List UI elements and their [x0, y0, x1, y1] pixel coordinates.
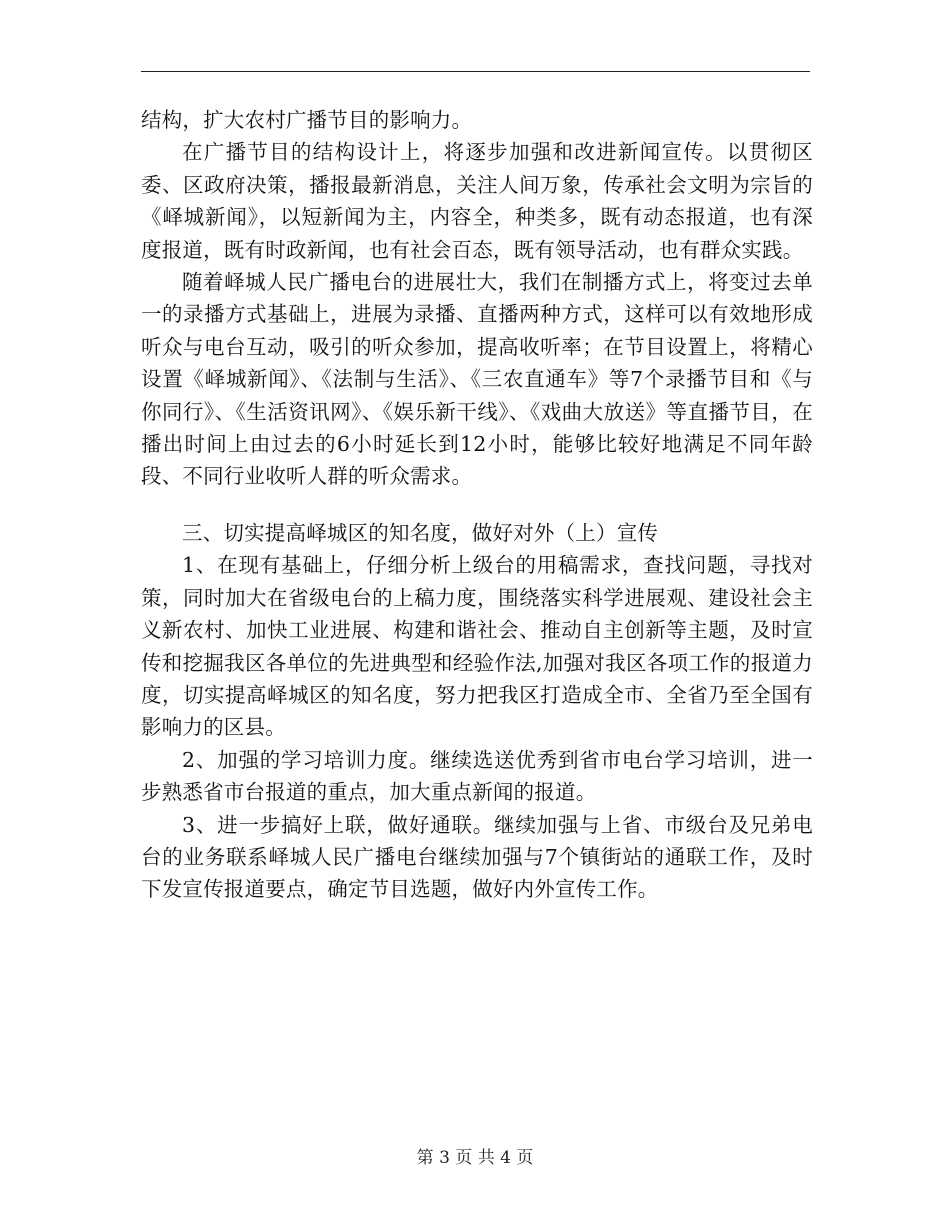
paragraph-broadcast-methods: 随着峄城人民广播电台的进展壮大，我们在制播方式上，将变过去单一的录播方式基础上，进展为录播、直播两种方式，这样可以有效地形成听众与电台互动，吸引的听众参加，提高收听率；在节目设置上，将精心设置《峄城新闻》、《法制与生活》、《三农直通车》等7个录播节目和《与你同行》、《生活资讯网》、《娱乐新干线》、《戏曲大放送》等直播节目，在播出时间上由过去的6小时延长到12小时，能够比较好地满足不同年龄段、不同行业收听人群的听众需求。	[141, 270, 813, 489]
paragraph-program-structure: 在广播节目的结构设计上，将逐步加强和改进新闻宣传。以贯彻区委、区政府决策，播报最新消息，关注人间万象，传承社会文明为宗旨的《峄城新闻》，以短新闻为主，内容全，种类多，既有动态报道，也有深度报道，既有时政新闻，也有社会百态，既有领导活动，也有群众实践。	[141, 140, 813, 262]
section-paragraph-1: 1、在现有基础上，仔细分析上级台的用稿需求，查找问题，寻找对策，同时加大在省级电台的上稿力度，围绕落实科学进展观、建设社会主义新农村、加快工业进展、构建和谐社会、推动自主创新等主题，及时宣传和挖掘我区各单位的先进典型和经验作法,加强对我区各项工作的报道力度，切实提高峄城区的知名度，努力把我区打造成全市、全省乃至全国有影响力的区县。	[141, 553, 813, 740]
paragraph-continuation: 结构，扩大农村广播节目的影响力。	[141, 108, 473, 132]
page-footer	[0, 1147, 950, 1169]
section-paragraph-2: 2、加强的学习培训力度。继续选送优秀到省市电台学习培训，进一步熟悉省市台报道的重点，加大重点新闻的报道。	[141, 747, 813, 805]
section-heading: 三、切实提高峄城区的知名度，做好对外（上）宣传	[182, 520, 659, 545]
header-rule	[141, 71, 810, 72]
section-paragraph-3: 3、进一步搞好上联，做好通联。继续加强与上省、市级台及兄弟电台的业务联系峄城人民广播电台继续加强与7个镇街站的通联工作，及时下发宣传报道要点，确定节目选题，做好内外宣传工作。	[141, 812, 813, 902]
document-body	[141, 104, 813, 906]
page-number-label: 第 3 页 共 4 页	[416, 1148, 534, 1168]
